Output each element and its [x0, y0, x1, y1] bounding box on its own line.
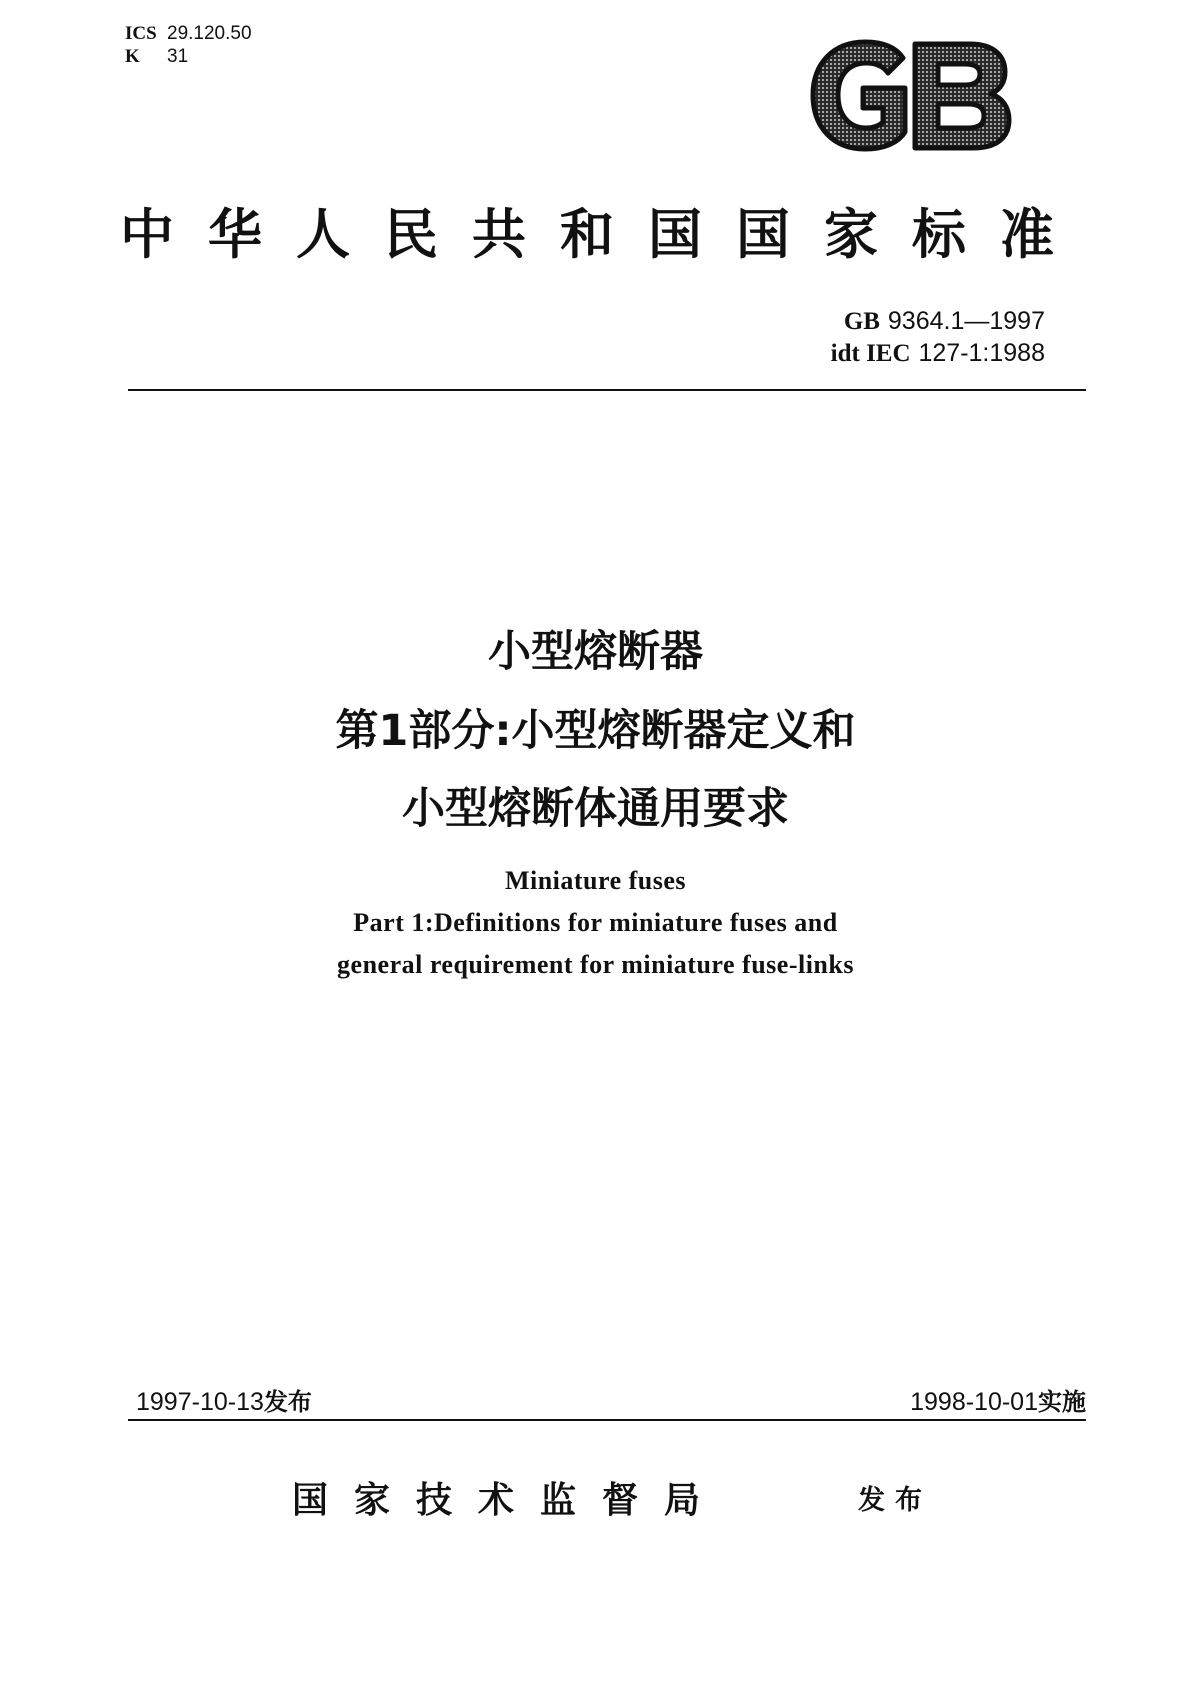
equivalence	[700, 337, 1045, 369]
footer-divider	[128, 1419, 1086, 1421]
issue-date: 1997-10-13	[136, 1388, 264, 1416]
implement-date: 1998-10-01	[910, 1388, 1038, 1416]
gb-logo-graphic	[805, 38, 1013, 153]
ccs-label: K	[125, 46, 140, 67]
issue-label: 发布	[263, 1388, 312, 1416]
standard-number-block	[700, 305, 1045, 369]
gb-logo	[805, 38, 1013, 153]
title-en-line3: general requirement for miniature fuse-links	[337, 950, 854, 979]
standard-prefix: GB	[843, 308, 880, 335]
title-cn-line2: 第1部分:小型熔断器定义和	[335, 706, 856, 756]
standard-title: 中华人民共和国国家标准	[120, 203, 1088, 266]
ccs-value: 31	[167, 46, 189, 67]
standard-number-value: 9364.1—1997	[887, 307, 1045, 335]
title-en-line1: Miniature fuses	[504, 866, 687, 895]
title-cn-line1: 小型熔断器	[488, 627, 703, 677]
issue-date-block	[136, 1382, 312, 1417]
title-cn-line3: 小型熔断体通用要求	[402, 784, 789, 834]
implement-label: 实施	[1038, 1388, 1086, 1416]
standard-number	[700, 305, 1045, 337]
classification-block	[125, 22, 252, 68]
dates-row	[128, 1382, 1086, 1416]
ics-value: 29.120.50	[167, 23, 252, 44]
header-divider	[128, 389, 1086, 391]
ics-label: ICS	[125, 23, 157, 44]
implement-date-block	[910, 1382, 1086, 1417]
ics-code	[125, 22, 252, 45]
ccs-code	[125, 45, 252, 68]
title-en-line2: Part 1:Definitions for miniature fuses and	[353, 908, 838, 937]
equivalence-number: 127-1:1988	[918, 339, 1045, 367]
issuer-suffix: 发布	[858, 1485, 932, 1516]
equivalence-prefix: idt IEC	[830, 340, 911, 367]
issuer-name: 国家技术监督局	[292, 1480, 727, 1521]
